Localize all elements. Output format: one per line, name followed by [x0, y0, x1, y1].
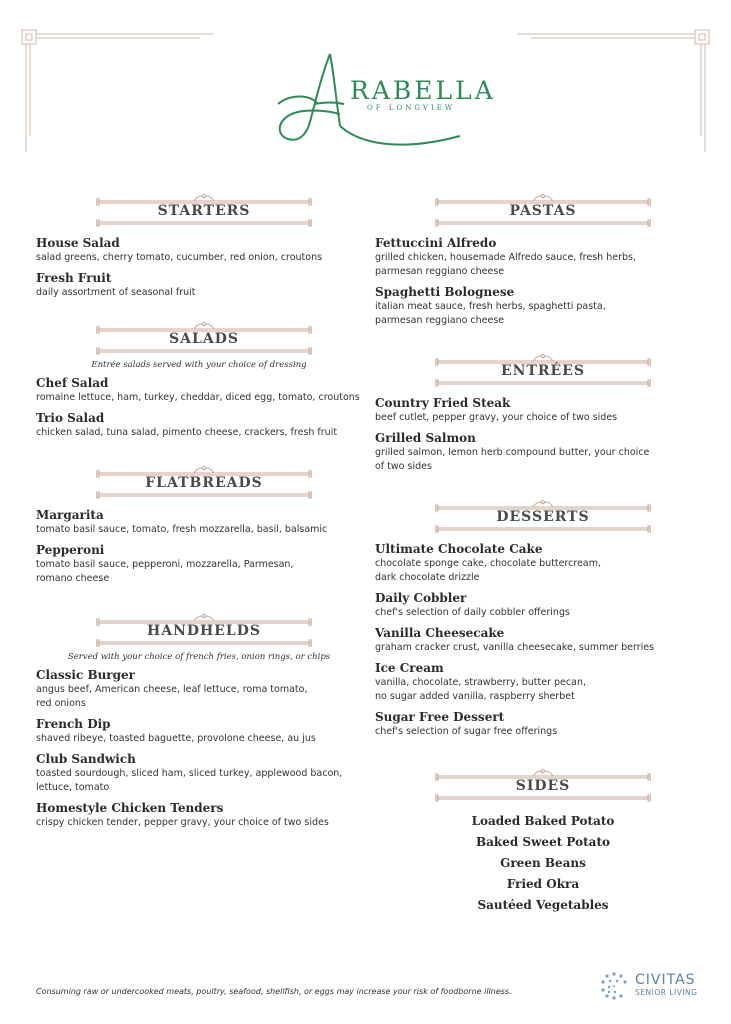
menu-item-description: graham cracker crust, vanilla cheesecake, summer berries [375, 642, 655, 653]
side-item: Loaded Baked Potato [471, 814, 615, 828]
side-item: Green Beans [500, 856, 586, 870]
section-sides [375, 765, 665, 916]
menu-item [375, 285, 665, 328]
section-note: Served with your choice of french fries, onion rings, or chips [67, 652, 331, 662]
menu-item [36, 376, 362, 405]
menu-item-description: chicken salad, tuna salad, pimento cheese, crackers, fresh fruit [36, 427, 338, 438]
section-handhelds [36, 610, 362, 830]
menu-item-description: romaine lettuce, ham, turkey, cheddar, diced egg, tomato, croutons [36, 392, 360, 403]
menu-item-name: Fettuccini Alfredo [375, 236, 497, 250]
menu-item-name: Pepperoni [36, 543, 105, 557]
section-header [435, 765, 651, 805]
menu-item-description: parmesan reggiano cheese [375, 315, 505, 326]
section-title: DESSERTS [496, 509, 590, 525]
side-item: Fried Okra [506, 877, 580, 891]
menu-item-name: Daily Cobbler [375, 591, 467, 605]
section-header [96, 610, 312, 650]
civitas-logo [597, 970, 707, 1002]
menu-left-column [36, 190, 362, 830]
menu-item-description: red onions [36, 698, 86, 709]
section-title: SIDES [515, 778, 571, 794]
section-header [435, 496, 651, 536]
arabella-logo [270, 44, 496, 154]
section-starters [36, 190, 362, 300]
menu-item [36, 801, 362, 830]
menu-item-name: Vanilla Cheesecake [375, 626, 505, 640]
menu-item-name: Fresh Fruit [36, 271, 112, 285]
menu-item [375, 661, 665, 704]
menu-item-name: Club Sandwich [36, 752, 136, 766]
section-salads [36, 318, 362, 440]
menu-item [375, 626, 665, 655]
section-header [435, 190, 651, 230]
menu-item-description: salad greens, cherry tomato, cucumber, red onion, croutons [36, 252, 323, 263]
section-title: FLATBREADS [145, 475, 263, 491]
logo-subtitle: OF LONGVIEW [367, 104, 456, 112]
logo-wordmark: RABELLA [350, 76, 496, 105]
civitas-wordmark: CIVITAS [635, 972, 696, 988]
foodborne-illness-disclaimer: Consuming raw or undercooked meats, poultry, seafood, shellfish, or eggs may increase your risk of foodborne illness. [36, 987, 512, 996]
section-header [96, 190, 312, 230]
menu-item [36, 752, 362, 795]
menu-item [375, 396, 665, 425]
side-item: Sautéed Vegetables [477, 898, 609, 912]
menu-item-description: dark chocolate drizzle [375, 572, 480, 583]
menu-item [36, 271, 362, 300]
section-title: HANDHELDS [146, 623, 262, 639]
section-header [96, 318, 312, 358]
menu-item [36, 411, 362, 440]
menu-item [375, 710, 665, 739]
civitas-dots-icon [597, 970, 631, 1002]
menu-item-name: Sugar Free Dessert [375, 710, 505, 724]
civitas-subtitle: SENIOR LIVING [635, 988, 698, 997]
menu-item-name: Ultimate Chocolate Cake [375, 542, 543, 556]
menu-item [36, 508, 362, 537]
section-title: PASTAS [509, 203, 577, 219]
section-title: SALADS [169, 331, 239, 347]
menu-item-description: shaved ribeye, toasted baguette, provolone cheese, au jus [36, 733, 316, 744]
menu-item-name: House Salad [36, 236, 120, 250]
side-item: Baked Sweet Potato [476, 835, 610, 849]
menu-item-description: no sugar added vanilla, raspberry sherbet [375, 691, 575, 702]
menu-item-description: beef cutlet, pepper gravy, your choice of two sides [375, 412, 618, 423]
menu-item-description: of two sides [375, 461, 432, 472]
menu-right-column [375, 190, 665, 916]
menu-item-name: Homestyle Chicken Tenders [36, 801, 224, 815]
menu-item-name: Grilled Salmon [375, 431, 476, 445]
menu-item-description: chef's selection of daily cobbler offerings [375, 607, 570, 618]
sides-list [435, 811, 651, 916]
menu-item-name: Trio Salad [36, 411, 105, 425]
menu-item-name: Ice Cream [375, 661, 444, 675]
menu-item [375, 431, 665, 474]
menu-item [36, 236, 362, 265]
menu-item [36, 543, 362, 586]
menu-item-name: Margarita [36, 508, 104, 522]
menu-item [375, 542, 665, 585]
menu-item [36, 717, 362, 746]
menu-item-description: toasted sourdough, sliced ham, sliced turkey, applewood bacon, [36, 768, 343, 779]
section-header [435, 350, 651, 390]
menu-item [375, 236, 665, 279]
menu-item-description: tomato basil sauce, pepperoni, mozzarella, Parmesan, [36, 559, 294, 570]
menu-item [36, 668, 362, 711]
menu-item-name: French Dip [36, 717, 111, 731]
menu-item-description: vanilla, chocolate, strawberry, butter pecan, [375, 677, 586, 688]
menu-item-description: parmesan reggiano cheese [375, 266, 505, 277]
section-entrees [375, 350, 665, 474]
menu-item-name: Classic Burger [36, 668, 135, 682]
menu-item-description: angus beef, American cheese, leaf lettuce, roma tomato, [36, 684, 308, 695]
menu-item-description: lettuce, tomato [36, 782, 110, 793]
section-note: Entrée salads served with your choice of dressing [91, 360, 307, 370]
section-title: STARTERS [157, 203, 251, 219]
section-desserts [375, 496, 665, 739]
menu-item-description: italian meat sauce, fresh herbs, spaghetti pasta, [375, 301, 606, 312]
section-header [96, 462, 312, 502]
section-pastas [375, 190, 665, 328]
menu-item-name: Country Fried Steak [375, 396, 511, 410]
section-flatbreads [36, 462, 362, 586]
menu-item-description: daily assortment of seasonal fruit [36, 287, 196, 298]
menu-item-description: tomato basil sauce, tomato, fresh mozzarella, basil, balsamic [36, 524, 328, 535]
menu-item-name: Spaghetti Bolognese [375, 285, 515, 299]
menu-item [375, 591, 665, 620]
menu-item-description: grilled chicken, housemade Alfredo sauce, fresh herbs, [375, 252, 636, 263]
menu-item-description: crispy chicken tender, pepper gravy, your choice of two sides [36, 817, 329, 828]
menu-item-description: chocolate sponge cake, chocolate buttercream, [375, 558, 601, 569]
menu-item-description: chef's selection of sugar free offerings [375, 726, 558, 737]
menu-item-name: Chef Salad [36, 376, 109, 390]
menu-item-description: grilled salmon, lemon herb compound butter, your choice [375, 447, 650, 458]
menu-item-description: romano cheese [36, 573, 110, 584]
section-title: ENTRÉES [501, 363, 585, 379]
